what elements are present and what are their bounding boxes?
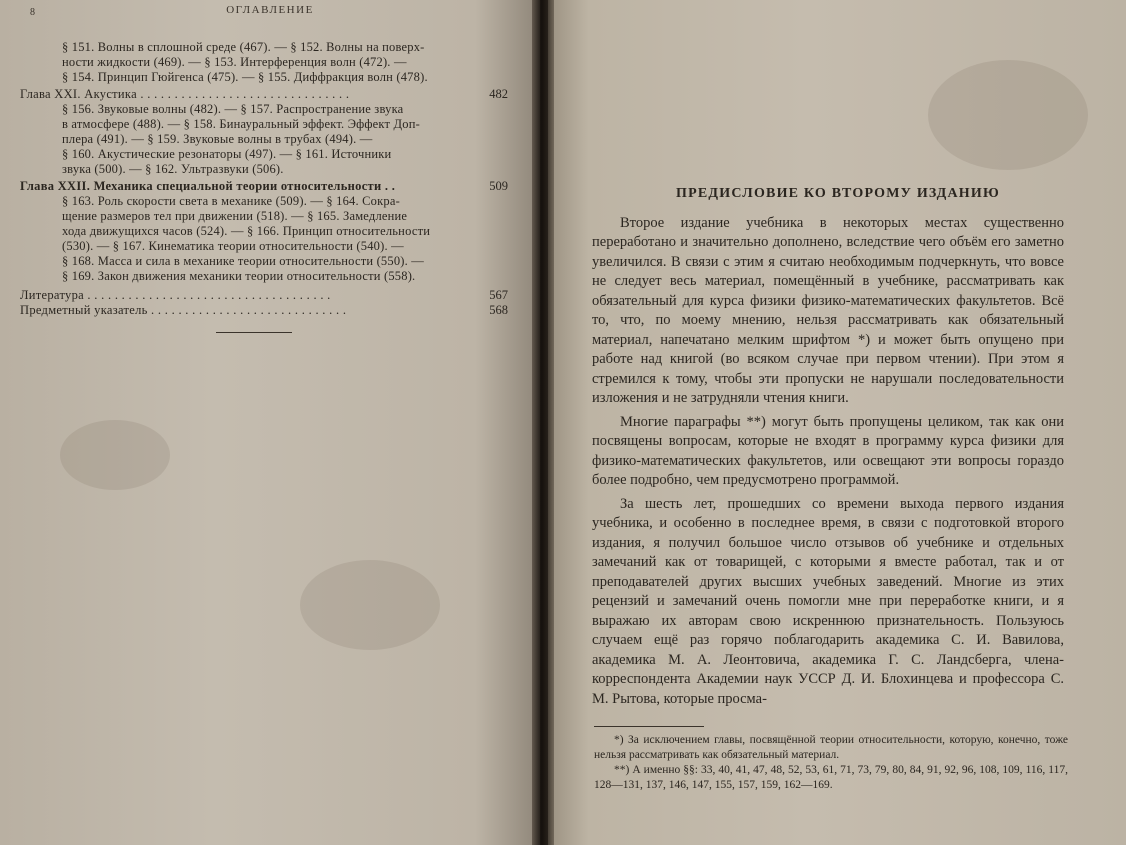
preface-text [592, 184, 1064, 713]
footnote: **) А именно §§: 33, 40, 41, 47, 48, 52, 53, 61, 71, 73, 79, 80, 84, 91, 92, 96, 108, 109, 116, 117, 128—131, 137, 146, 147, 155, 157, 159, 162—169. [594, 764, 1068, 791]
preface-paragraph: Второе издание учебника в некоторых местах существенно переработано и значительно дополнено, вследствие чего объём его заметно увеличился. В связи с этим я считаю необходимым подчеркнуть, что вовсе не следует весь материал, помещённый в учебнике, рассматривать как обязательный для курса физики физико-математических факультетов. Всё то, что, по моему мнению, нельзя рассматривать как обязательный материал, напечатано мелким шрифтом *) и может быть опущено при работе над книгой (во всяком случае при первом чтении). При этом я стремился к тому, чтобы эти пропуски не нарушали последовательности изложения и не затрудняли чтения книги. [592, 214, 1064, 406]
toc-line: § 169. Закон движения механики теории относительности (558). [62, 269, 416, 283]
toc-line: § 154. Принцип Гюйгенса (475). — § 155. Диффракция волн (478). [62, 70, 428, 84]
paper-stain [300, 560, 440, 650]
toc-page-number: 482 [489, 87, 508, 101]
paper-stain [928, 60, 1088, 170]
toc-page-number: 568 [489, 303, 508, 317]
toc-line: § 160. Акустические резонаторы (497). — § 161. Источники [62, 147, 392, 161]
toc-line: § 168. Масса и сила в механике теории относительности (550). — [62, 254, 424, 268]
preface-title: ПРЕДИСЛОВИЕ КО ВТОРОМУ ИЗДАНИЮ [676, 186, 1000, 201]
table-of-contents [0, 40, 540, 318]
footnote: *) За исключением главы, посвящённой теории относительности, которую, конечно, тоже нельзя рассматривать как обязательный материал. [594, 734, 1068, 761]
toc-chapter-title: Глава XXI. Акустика . . . . . . . . . . . . . . . . . . . . . . . . . . . . . . . [20, 87, 350, 101]
toc-line: хода движущихся часов (524). — § 166. Принцип относительности [62, 224, 431, 238]
section-separator [216, 332, 292, 333]
toc-chapter-title: Глава XXII. Механика специальной теории относительности . . [20, 179, 396, 193]
footnote-rule [594, 726, 704, 727]
toc-index [0, 303, 540, 318]
toc-literature [0, 288, 540, 303]
toc-line: щение размеров тел при движении (518). — § 165. Замедление [62, 209, 408, 223]
paper-stain [60, 420, 170, 490]
toc-chapter-21 [0, 87, 540, 102]
preface-paragraph: За шесть лет, прошедших со времени выхода первого издания учебника, и особенно в последнее время, в связи с подготовкой второго издания, я получил большое число отзывов об учебнике и отдельных замечаний как от товарищей, с которыми я вместе работал, так и от преподавателей других высших учебных заведений. Многие из этих рецензий и замечаний очень помогли мне при переработке книги, и я выражаю их авторам свою искреннюю признательность. Пользуюсь случаем ещё раз горячо поблагодарить академика С. И. Вавилова, академика М. А. Леонтовича, академика Г. С. Ландсберга, члена-корреспондента Академии наук УССР Д. И. Блохинцева и профессора С. М. Рытова, которые просма- [592, 495, 1064, 707]
toc-line: (530). — § 167. Кинематика теории относительности (540). — [62, 239, 404, 253]
toc-entry-title: Литература . . . . . . . . . . . . . . . . . . . . . . . . . . . . . . . . . . . . [20, 288, 331, 302]
toc-entry-title: Предметный указатель . . . . . . . . . . . . . . . . . . . . . . . . . . . . . [20, 303, 347, 317]
toc-chapter-22 [0, 179, 540, 194]
footnotes [594, 733, 1068, 793]
toc-line: звука (500). — § 162. Ультразвуки (506). [62, 162, 284, 176]
toc-line: ности жидкости (469). — § 153. Интерференция волн (472). — [62, 55, 407, 69]
preface-paragraph: Многие параграфы **) могут быть пропущены целиком, так как они посвящены вопросам, которые не входят в программу курса физики для физико-математических факультетов, или освещают эти вопросы гораздо более подробно, чем предусмотрено программой. [592, 413, 1064, 488]
left-page [0, 0, 540, 845]
toc-line: § 151. Волны в сплошной среде (467). — § 152. Волны на поверх- [62, 40, 425, 54]
running-head: ОГЛАВЛЕНИЕ [226, 4, 314, 16]
toc-line: в атмосфере (488). — § 158. Бинауральный эффект. Эффект Доп- [62, 117, 420, 131]
corner-mark: 8 [30, 7, 35, 18]
toc-line: § 163. Роль скорости света в механике (509). — § 164. Сокра- [62, 194, 400, 208]
toc-line: плера (491). — § 159. Звуковые волны в трубах (494). — [62, 132, 373, 146]
toc-line: § 156. Звуковые волны (482). — § 157. Распространение звука [62, 102, 404, 116]
toc-page-number: 509 [489, 179, 508, 193]
toc-page-number: 567 [489, 288, 508, 302]
book-gutter [532, 0, 554, 845]
